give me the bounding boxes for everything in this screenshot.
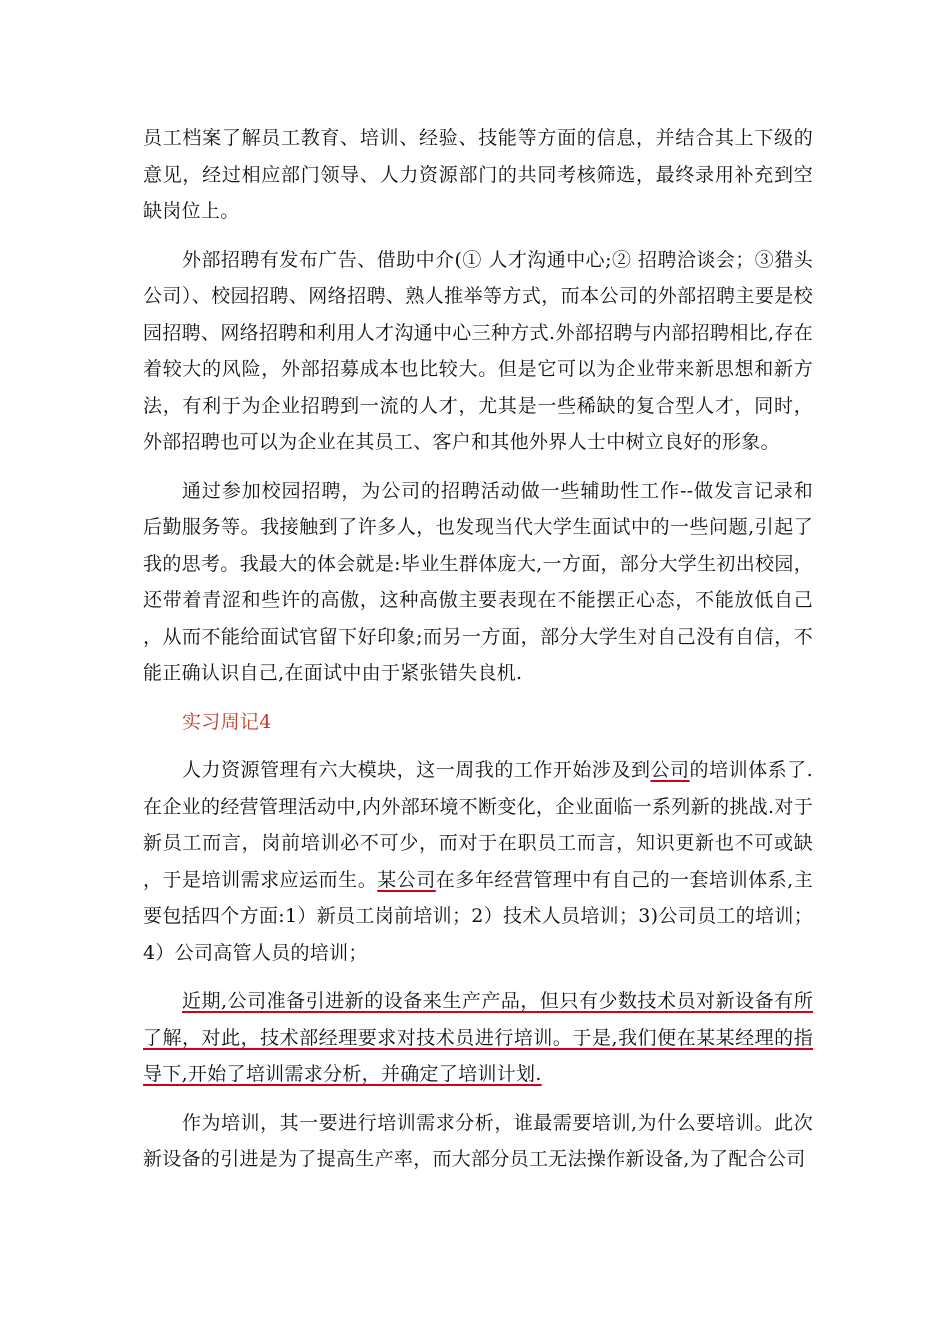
paragraph-internal-recruitment: 员工档案了解员工教育、培训、经验、技能等方面的信息，并结合其上下级的意见，经过相应部门领导、人力资源部门的共同考核筛选，最终录用补充到空缺岗位上。 <box>143 127 813 222</box>
underlined-text-new-equipment: 近期,公司准备引进新的设备来生产产品，但只有少数技术员对新设备有所了解，对此，技术部经理要求对技术员进行培训。于是,我们便在某某经理的指导下,开始了培训需求分析，并确定了培训计划. <box>143 990 813 1085</box>
underlined-link-company: 公司 <box>650 759 690 781</box>
paragraph-new-equipment <box>143 983 813 1093</box>
text-segment: 的培训体系了.在企业的经营管理活动中,内外部环境不断变化，企业面临一系列新的挑战.对于新员工而言，岗前培训必不可少，而对于在职员工而言，知识更新也不可或缺，于是培训需求应运而生。 <box>143 759 814 891</box>
text-segment: 人力资源管理有六大模块，这一周我的工作开始涉及到 <box>182 759 651 781</box>
document-page <box>143 120 813 1178</box>
paragraph-training-system <box>143 752 813 971</box>
section-heading: 实习周记4 <box>182 710 272 733</box>
paragraph-external-recruitment: 外部招聘有发布广告、借助中介(① 人才沟通中心;② 招聘洽谈会；③猎头公司）、校园招聘、网络招聘、熟人推举等方式，而本公司的外部招聘主要是校园招聘、网络招聘和利用人才沟通中心三种方式.外部招聘与内部招聘相比,存在着较大的风险，外部招募成本也比较大。但是它可以为企业带来新思想和新方法，有利于为企业招聘到一流的人才，尤其是一些稀缺的复合型人才，同时，外部招聘也可以为企业在其员工、客户和其他外界人士中树立良好的形象。 <box>143 248 813 453</box>
underlined-link-some-company: 某公司 <box>377 868 436 891</box>
paragraph-training-needs: 作为培训，其一要进行培训需求分析，谁最需要培训,为什么要培训。此次新设备的引进是为了提高生产率，而大部分员工无法操作新设备,为了配合公司 <box>143 1111 813 1170</box>
paragraph-campus-recruitment: 通过参加校园招聘，为公司的招聘活动做一些辅助性工作--做发言记录和后勤服务等。我接触到了许多人，也发现当代大学生面试中的一些问题,引起了我的思考。我最大的体会就是:毕业生群体庞大,一方面，部分大学生初出校园，还带着青涩和些许的高傲，这种高傲主要表现在不能摆正心态，不能放低自己，从而不能给面试官留下好印象;而另一方面，部分大学生对自己没有自信，不能正确认识自己,在面试中由于紧张错失良机. <box>143 479 813 684</box>
text-segment: 在多年经营管理中有自己的一套培训体系,主要包括四个方面:1）新员工岗前培训；2）技术人员培训；3)公司员工的培训；4）公司高管人员的培训； <box>143 868 813 964</box>
